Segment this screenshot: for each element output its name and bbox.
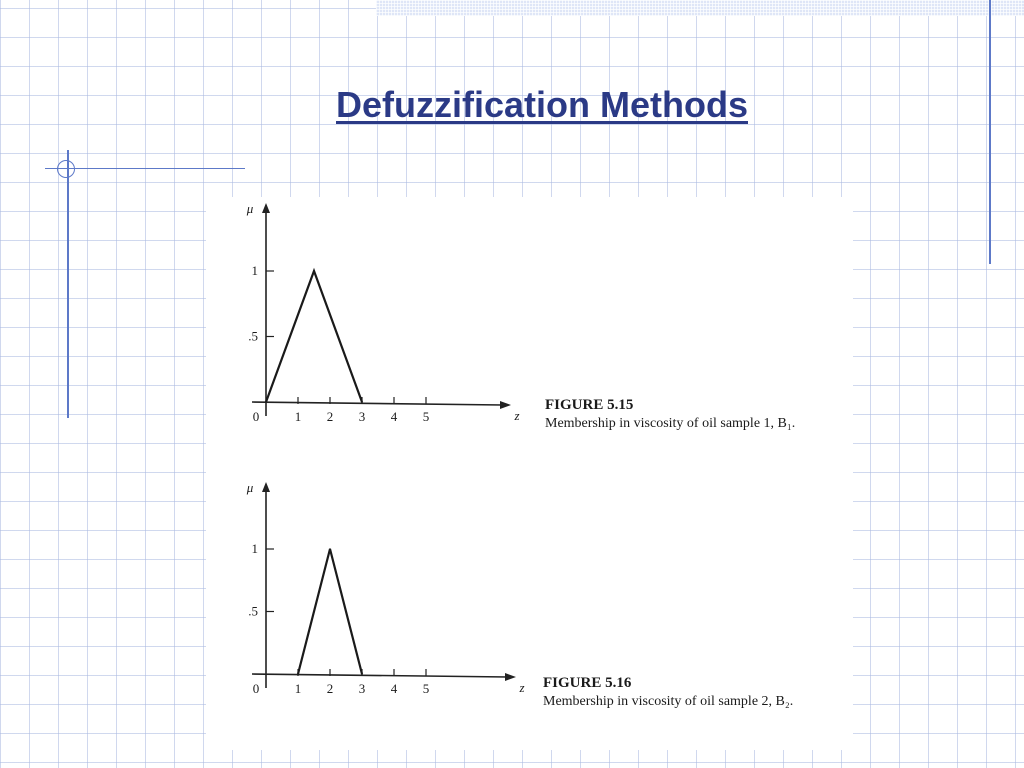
x-tick-label: 1 [294,681,302,696]
x-axis-label: z [519,680,525,695]
left-horizontal-rule [45,168,245,169]
top-right-vertical-rule [989,0,991,264]
y-axis-label: μ [246,201,254,216]
x-axis-arrow [505,673,516,681]
left-rule-circle [57,160,75,178]
x-axis-arrow [500,401,511,409]
membership-point [329,548,331,550]
y-axis-arrow [262,482,270,492]
x-tick-label: 4 [390,409,398,424]
figure-label: FIGURE 5.16 [543,675,632,691]
x-axis-label: z [514,408,520,423]
membership-point [361,401,363,403]
x-tick-label: 3 [358,681,366,696]
x-tick-label: 0 [252,409,260,424]
x-tick-label: 3 [358,409,366,424]
x-tick-label: 5 [422,409,430,424]
membership-point [265,401,267,403]
x-axis [252,674,508,677]
y-tick-label: 1 [251,263,258,278]
membership-point [361,673,363,675]
membership-point [297,673,299,675]
figure-caption: Membership in viscosity of oil sample 2, B₂. [543,694,794,709]
x-axis [252,402,503,405]
y-axis-arrow [262,203,270,213]
membership-line [298,549,362,674]
x-tick-label: 2 [326,681,334,696]
figure-label: FIGURE 5.15 [545,397,634,413]
y-tick-label: 1 [251,541,258,556]
x-tick-label: 0 [252,681,260,696]
membership-point [313,270,315,272]
x-tick-label: 1 [294,409,302,424]
slide-title: Defuzzification Methods [336,84,748,125]
x-tick-label: 4 [390,681,398,696]
left-vertical-rule [67,150,69,418]
membership-figures [206,197,853,750]
x-tick-label: 2 [326,409,334,424]
y-axis-label: μ [246,480,254,495]
figure-caption: Membership in viscosity of oil sample 1, B₁. [545,416,796,431]
x-tick-label: 5 [422,681,430,696]
y-tick-label: .5 [248,328,258,344]
membership-line [266,271,362,402]
figure-panel [206,197,853,750]
y-tick-label: .5 [248,603,258,619]
top-decorative-band [376,0,1024,16]
